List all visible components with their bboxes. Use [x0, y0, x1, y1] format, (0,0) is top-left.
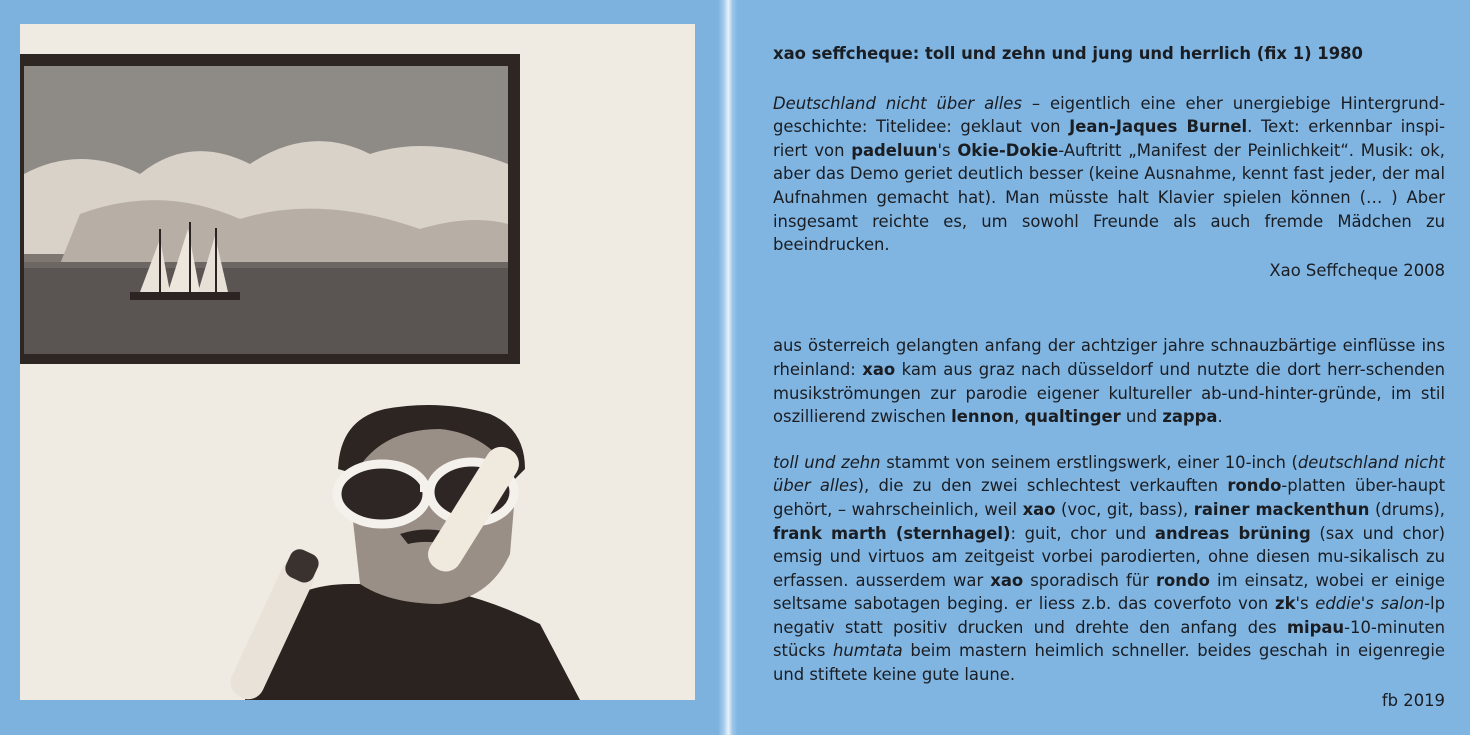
left-page: [0, 0, 724, 735]
book-spine: [718, 0, 738, 735]
paragraph-1: Deutschland nicht über alles – eigentlich eine eher unergiebige Hintergrund-geschichte: Titelidee: geklaut von Jean-Jaques Burnel. Text: erkennbar inspi-riert von padeluun's Okie-Dokie-Auftritt „Manifest der Peinlichkeit“. Musik: ok, aber das Demo geriet deutlich besser (keine Ausnahme, kennt fast jeder, der mal Aufnahmen gemacht hat). Man müsste halt Klavier spielen können (… ) Aber insgesamt reichte es, um sowohl Freunde als auch fremde Mädchen zu beeindrucken.: [773, 93, 1446, 255]
text-column: [773, 42, 1445, 712]
title-italic: Deutschland nicht über alles: [773, 93, 1022, 113]
glasses-left: [337, 464, 427, 524]
paragraph-2: aus österreich gelangten anfang der achtziger jahre schnauzbärtige einflüsse ins rheinland: xao kam aus graz nach düsseldorf und nutzte die dort herr-schenden musikströmungen zur parodie eigener kultureller ab-und-hinter-gründe, im stil oszillierend zwischen lennon, qualtinger und zappa.: [773, 336, 1445, 427]
paragraph-3: toll und zehn stammt von seinem erstlingswerk, einer 10-inch (deutschland nicht über alles), die zu den zwei schlechtest verkauften rondo-platten über-haupt gehört, – wahrscheinlich, weil xao (voc, git, bass), rainer mackenthun (drums), frank marth (sternhagel): guit, chor und andreas brüning (sax und chor) emsig und virtuos am zeitgeist vorbei parodierten, ohne diesen mu-sikalisch zu erfassen. ausserdem war xao sporadisch für rondo im einsatz, wobei er einige seltsame sabotagen beging. er liess z.b. das coverfoto von zk's eddie's salon-lp negativ statt positiv drucken und drehte den anfang des mipau-10-minuten stücks humtata beim mastern heimlich schneller. beides geschah in eigenregie und stiftete keine gute laune.: [773, 452, 1446, 685]
painting-sea: [24, 262, 508, 354]
signature-2: fb 2019: [1381, 690, 1445, 710]
photo-image: [20, 24, 695, 700]
headline: xao seffcheque: toll und zehn und jung und herrlich (fix 1) 1980: [773, 44, 1363, 63]
signature-1: Xao Seffcheque 2008: [1269, 260, 1445, 280]
photo-drawing: [20, 24, 695, 700]
